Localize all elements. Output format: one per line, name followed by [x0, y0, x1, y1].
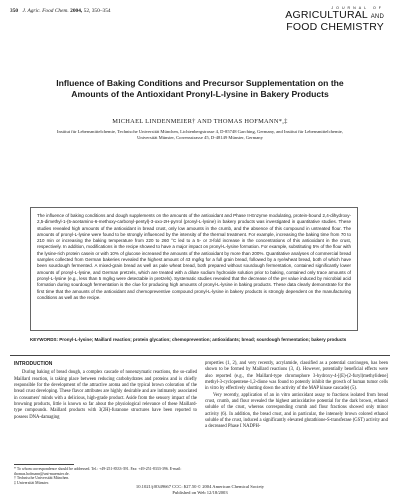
masthead-and: AND — [370, 14, 384, 20]
footnote-muenster: ‡ Universität Münster. — [14, 480, 49, 485]
footnote-tum: † Technische Universität München. — [14, 476, 70, 481]
journal-year: 2004, — [70, 8, 83, 14]
running-header — [10, 8, 111, 14]
page-number: 350 — [10, 8, 19, 14]
left-column — [14, 361, 197, 421]
masthead-agricultural: AGRICULTURAL AND — [285, 9, 384, 21]
volume-pages: 52, 350–354 — [83, 8, 111, 14]
section-divider — [10, 355, 390, 356]
article-authors: MICHAEL LINDENMEIER† AND THOMAS HOFMANN*,‡ — [112, 118, 288, 125]
footnotes — [14, 464, 197, 485]
doi-line: 10.1021/jf0349667 CCC: $27.50 © 2004 American Chemical Society — [135, 484, 265, 489]
intro-paragraph-3: Very recently, application of an in vitro antioxidant assay to fractions isolated from bread crust, crumb, and flour revealed the highest antioxidative potential for the dark brown, ethanol soluble of the crust, whereas corresponding crumb and flour fractions showed only minor activity (6). In addition, the bread crust, and in particular, the intensely brown colored ethanol soluble of the crust, induced a significantly elevated glutathione-S-transferase (GST) activity and a decreased Phase I NADPH- — [205, 392, 388, 430]
journal-abbrev: J. Agric. Food Chem. — [22, 8, 69, 14]
intro-paragraph-2: properties (1, 2), and very recently, acrylamide, classified as a potential carcinogen, has been shown to be formed by Maillard reactions (3, 4). However, potentially beneficial effects were also reported (e.g., the Maillard-type chromophore 3-hydroxy-4-[(E)-(2-furyl)methylidene] methyl-3-cyclopentene-1,2-dione was found to potently inhibit the growth of human tumor cells in vitro by effectively shutting down the activity of the MAP kinase cascade) (5). — [205, 361, 388, 392]
right-column — [205, 361, 388, 431]
author-affiliation: Institut für Lebensmittelchemie, Technische Universität München, Lichtenbergstrasse 4, D-85748 Garching, Germany, and Institut für Lebensmittelchemie, Universität Münster, Corrensstrasse 45, D-48149 Münster, Germany — [57, 129, 343, 140]
masthead-journal-of: JOURNAL OF — [331, 6, 384, 10]
keywords-text: Pronyl-L-lysine; Maillard reaction; protein glycation; chemoprevention; antioxidants; bread; sourdough fermentation; bakery products — [59, 337, 347, 342]
abstract-box: The influence of baking conditions and dough supplements on the amounts of the antioxidant and Phase II-Enzyme modulating, protein-bound 2,4-dihydroxy-2,5-dimethyl-1-(5-acetamino-6-methoxy-carbonyl-pentyl)-3-oxo-2H-pyrrol (pronyl-L-lysine) in bakery products was investigated in quantitative studies. These studies revealed high amounts of the antioxidant in bread crust, only low amounts in the crumb, and the absence of this compound in untreated flour. The amounts of pronyl-L-lysine were found to be strongly influenced by the intensity of the thermal treatment. For example, increasing the baking time from 70 to 210 min or increasing the baking temperature from 220 to 260 °C led to a 5- or 3-fold increase in the concentrations of this antioxidant in the crust, respectively. In addition, modifications in the recipe showed to have a major impact on pronyl-L-lysine formation. For example, substituting 5% of the flour with the lysine-rich protein casein or with 10% of glucose increased the amounts of the antioxidant by more than 200%. Quantitative analyses of commercial bread samples collected from German bakeries revealed the highest amount of 43 mg/kg for a full grain bread, followed by a rye/wheat bread, both of which have been sourdough fermented. A mixed-grain bread as well as pale wheat bread, both prepared without sourdough fermentation, contained significantly lower amounts of pronyl-L-lysine, and German pretzels, which are treated with a dilute sodium hydroxide solution prior to baking, contained only trace amounts of pronyl-L-lysine (e.g., less than 5 mg/kg were detectable in pretzels). Systematic studies revealed that the decrease of the pH value induced by microbial acid formation during sourdough fermentation is the clue for producing high amounts of pronyl-L-lysine in baking products. These data clearly demonstrate for the first time that the amounts of the antioxidant and chemopreventive compound pronyl-L-lysine in bakery products is strongly dependent on the manufacturing conditions as well as the recipe. — [30, 207, 358, 331]
published-line: Published on Web 12/18/2003 — [172, 489, 228, 495]
journal-masthead — [285, 6, 384, 32]
footnote-rule — [14, 464, 74, 465]
keywords-label: KEYWORDS: — [30, 337, 58, 342]
footnote-correspondence: * To whom correspondence should be addressed. Tel.: +49-251-8333-391. Fax: +49-251-8333-396. E-mail: thomas.hofmann@uni-muenster.de. — [14, 467, 182, 476]
keywords — [30, 337, 358, 343]
introduction-heading: INTRODUCTION — [14, 361, 53, 367]
article-title: Influence of Baking Conditions and Precursor Supplementation on the Amounts of the Antioxidant Pronyl-L-lysine in Bakery Products — [56, 78, 344, 99]
masthead-food-chemistry: FOOD CHEMISTRY — [286, 21, 384, 33]
page-bottom — [0, 484, 400, 495]
intro-paragraph-1: During baking of bread dough, a complex cascade of nonenzymatic reactions, the so-called Maillard reaction, is taking place between reducing carbohydrates and proteins and is chiefly responsible for the development of the attractive aroma and the typical brown coloration of the bread crust developing. These flavor attributes are highly desirable and are intimately associated in consumers' minds with a delicious, high-grade product. Aside from the sensory impact of the browning products, little is known so far about the physiological relevance of these Maillard-type compounds. Maillard products with 3(2H)-furanone structures have been reported to possess DNA-damaging — [14, 370, 197, 420]
